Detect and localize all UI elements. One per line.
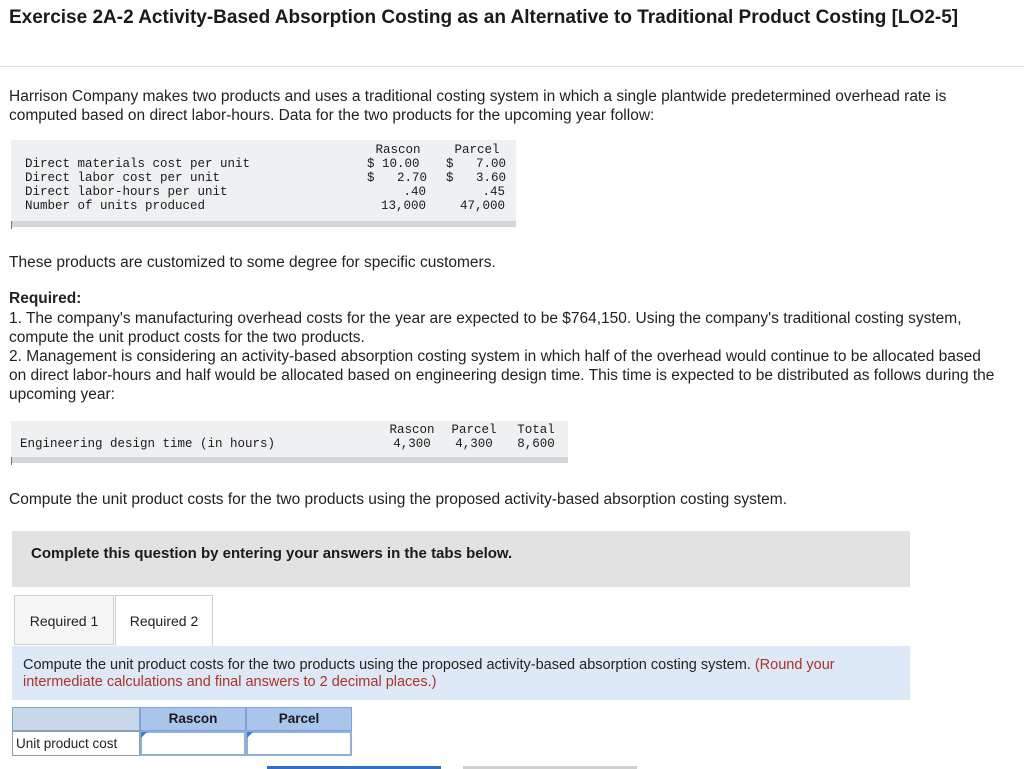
answer-header-rascon: Rascon [140,707,246,731]
required-item-2: 2. Management is considering an activity-based absorption costing system in which half of the overhead would continue to be allocated based on direct labor-hours and half would be allocated based on engineering design time. This time is expected to be distributed as follows during the upcoming year: [9,348,995,403]
design-value-total: 8,600 [517,437,555,451]
design-value-parcel: 4,300 [455,437,493,451]
design-value-rascon: 4,300 [393,437,431,451]
product-table-tick [11,221,12,229]
design-table-rule [11,457,568,463]
col-header-parcel: Parcel [454,143,500,157]
design-col-parcel: Parcel [451,423,497,437]
tab-required-2[interactable]: Required 2 [115,595,213,647]
value-rascon-labor-cost: $ 2.70 [367,171,428,185]
instruction-main: Compute the unit product costs for the two products using the proposed activity-based absorption costing system. [23,657,751,673]
design-table-tick [11,457,12,465]
value-rascon-units: 13,000 [380,199,426,213]
required-item-1: 1. The company's manufacturing overhead costs for the year are expected to be $764,150. Using the company's traditional costing system, compute the unit product costs for the two products. [9,310,962,346]
answer-row-label: Unit product cost [12,731,140,756]
customized-note: These products are customized to some degree for specific customers. [9,254,496,271]
tab-required-1[interactable]: Required 1 [14,595,114,645]
value-parcel-units: 47,000 [459,199,505,213]
value-parcel-materials: $ 7.00 [446,157,507,171]
design-col-rascon: Rascon [389,423,435,437]
input-marker-icon [141,732,147,738]
answer-header-parcel: Parcel [246,707,352,731]
row-label-labor-hours: Direct labor-hours per unit [25,185,228,199]
instruction-text [23,657,893,691]
value-parcel-labor-cost: $ 3.60 [446,171,507,185]
tab-instructions [12,646,910,700]
value-rascon-materials: $ 10.00 [367,157,420,171]
product-table-rule [11,221,516,227]
value-rascon-labor-hours: .40 [403,185,426,199]
rounding-hint: (Round your intermediate calculations and final answers to 2 decimal places.) [23,657,835,690]
rascon-unit-cost-input[interactable] [140,731,246,756]
row-label-materials: Direct materials cost per unit [25,157,251,171]
value-parcel-labor-hours: .45 [482,185,505,199]
row-label-units: Number of units produced [25,199,206,213]
banner-text: Complete this question by entering your answers in the tabs below. [31,545,513,562]
compute-note: Compute the unit product costs for the two products using the proposed activity-based absorption costing system. [9,491,787,508]
exercise-title: Exercise 2A-2 Activity-Based Absorption Costing as an Alternative to Traditional Product Costing [LO2-5] [9,7,959,28]
input-marker-icon [247,732,253,738]
title-divider [0,66,1024,67]
design-row-label: Engineering design time (in hours) [20,437,276,451]
answer-header-blank [12,707,140,731]
intro-paragraph: Harrison Company makes two products and uses a traditional costing system in which a single plantwide predetermined overhead rate is computed based on direct labor-hours. Data for the two products for the upcoming year follow: [9,88,947,124]
col-header-rascon: Rascon [375,143,421,157]
row-label-labor-cost: Direct labor cost per unit [25,171,221,185]
design-col-total: Total [517,423,555,437]
required-heading: Required: [9,290,82,307]
instructions-banner [12,531,910,587]
parcel-unit-cost-input[interactable] [246,731,352,756]
